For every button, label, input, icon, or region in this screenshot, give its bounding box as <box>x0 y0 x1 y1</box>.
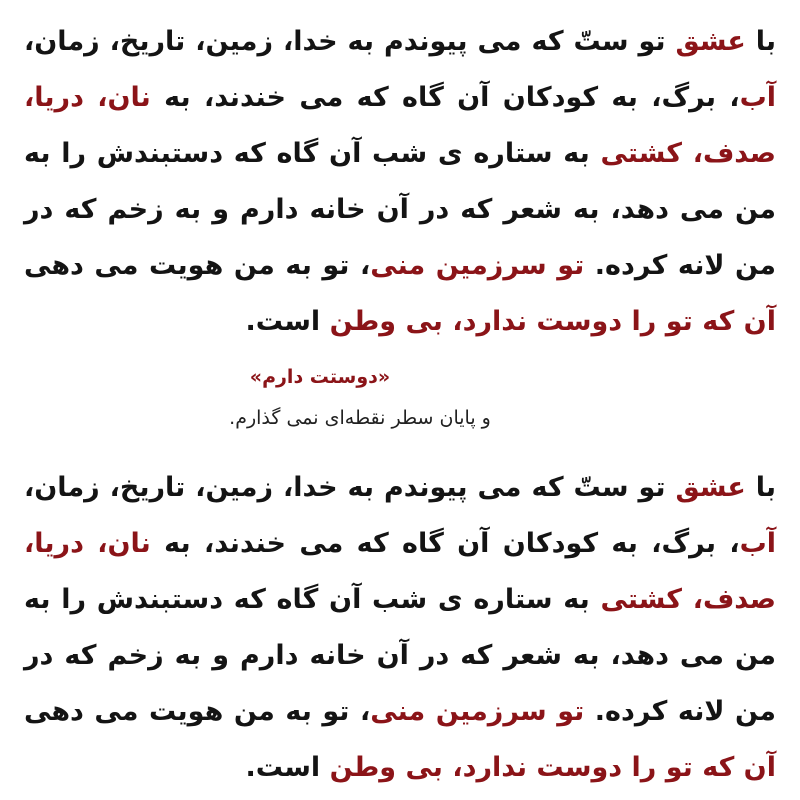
poem-segment: با <box>745 26 776 57</box>
poem-segment: ، تو به من هویت می دهی <box>24 696 371 727</box>
poem-segment: ، برگ، به کودکان آن گاه که می خندند، به <box>150 528 740 559</box>
poem-highlight: آب <box>739 528 776 559</box>
poem-segment: به ستاره ی شب آن گاه که دستبندش را به من می دهد، به شعر که در آن خانه دارم و به زخم که در من لانه کرده. <box>24 584 776 727</box>
poem-segment: به ستاره ی شب آن گاه که دستبندش را به من می دهد، به شعر که در آن خانه دارم و به زخم که در من لانه کرده. <box>24 138 776 281</box>
poem-highlight: آب <box>739 82 776 113</box>
poem-paragraph-bottom <box>24 460 776 796</box>
poem-highlight: تو سرزمین منی <box>370 696 585 727</box>
poem-segment: است. <box>245 306 330 337</box>
poem-highlight: نان، دریا، صدف، کشتی <box>24 82 776 169</box>
poem-highlight: عشق <box>675 472 746 503</box>
poem-segment: با <box>745 472 776 503</box>
poem-segment: تو ستّ که می پیوندم به خدا، زمین، تاریخ، زمان، <box>24 26 676 57</box>
poem-highlight: آن که تو را دوست ندارد، بی وطن <box>329 752 776 783</box>
poem-highlight: آن که تو را دوست ندارد، بی وطن <box>329 306 776 337</box>
signature-line: «دوستت دارم» <box>249 366 391 388</box>
poem-segment: است. <box>245 752 330 783</box>
poem-segment: ، تو به من هویت می دهی <box>24 250 371 281</box>
poem-segment: ، برگ، به کودکان آن گاه که می خندند، به <box>150 82 740 113</box>
poem-highlight: نان، دریا، صدف، کشتی <box>24 528 776 615</box>
poem-segment: تو ستّ که می پیوندم به خدا، زمین، تاریخ، زمان، <box>24 472 676 503</box>
closing-note: و پایان سطر نقطه‌ای نمی گذارم. <box>229 407 491 429</box>
poem-highlight: تو سرزمین منی <box>370 250 585 281</box>
poem-highlight: عشق <box>675 26 746 57</box>
poem-paragraph-top <box>24 14 776 350</box>
